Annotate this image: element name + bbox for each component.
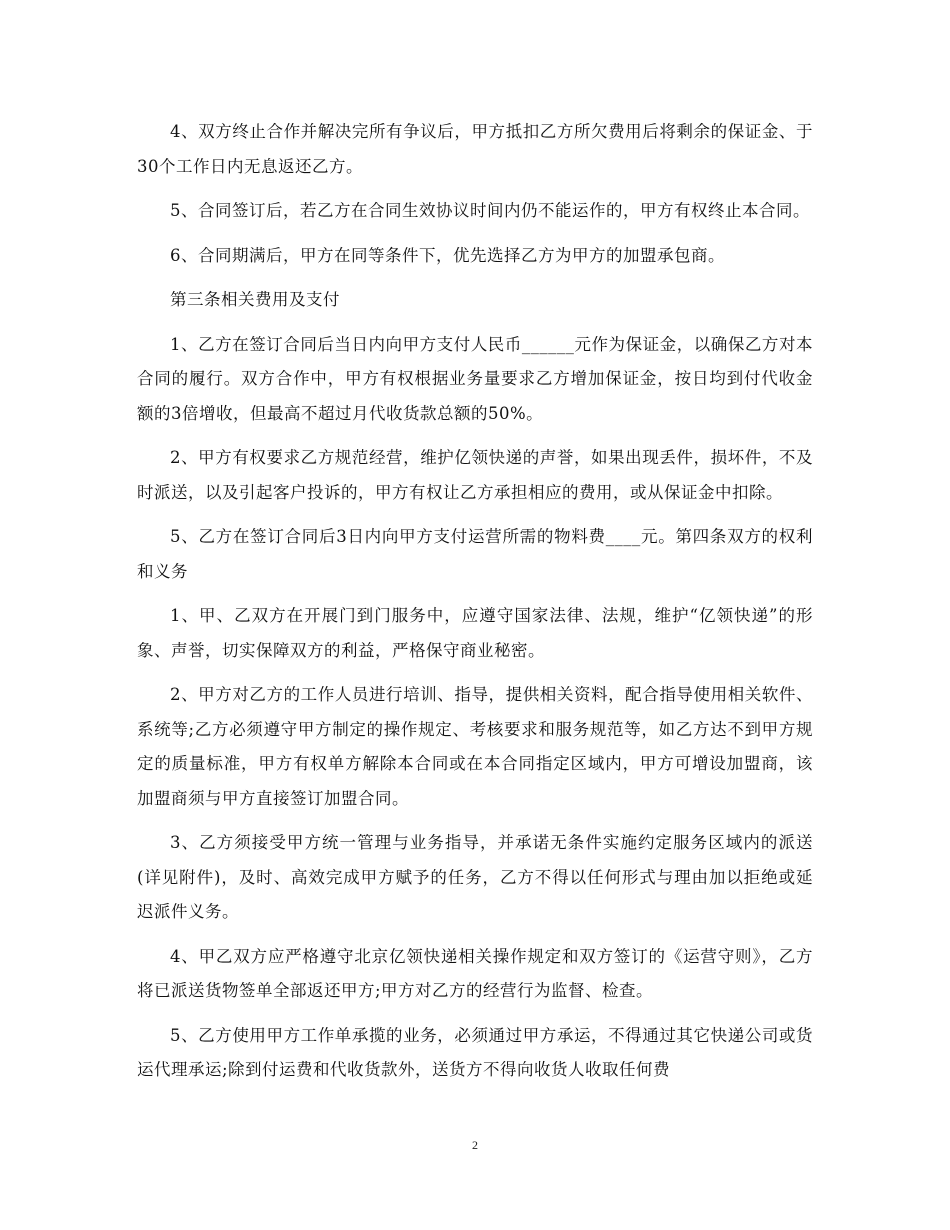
paragraph-fee-1-deposit: 1、乙方在签订合同后当日内向甲方支付人民币______元作为保证金，以确保乙方对本合同的履行。双方合作中，甲方有权根据业务量要求乙方增加保证金，按日均到付代收金额的3倍增收，但最高不超过月代收货款总额的50%。 bbox=[137, 334, 813, 423]
paragraph-rights-2-training: 2、甲方对乙方的工作人员进行培训、指导，提供相关资料，配合指导使用相关软件、系统等;乙方必须遵守甲方制定的操作规定、考核要求和服务规范等，如乙方达不到甲方规定的质量标准，甲方有权单方解除本合同或在本合同指定区域内，甲方可增设加盟商，该加盟商须与甲方直接签订加盟合同。 bbox=[137, 685, 813, 808]
paragraph-rights-1-compliance: 1、甲、乙双方在开展门到门服务中，应遵守国家法律、法规，维护“亿领快递”的形象、声誉，切实保障双方的利益，严格保守商业秘密。 bbox=[137, 606, 813, 660]
section-heading-article-3: 第三条相关费用及支付 bbox=[170, 290, 340, 309]
paragraph-clause-4-termination: 4、双方终止合作并解决完所有争议后，甲方抵扣乙方所欠费用后将剩余的保证金、于30个工作日内无息返还乙方。 bbox=[137, 122, 813, 176]
paragraph-clause-5-contract-signing: 5、合同签订后，若乙方在合同生效协议时间内仍不能运作的，甲方有权终止本合同。 bbox=[170, 201, 810, 220]
paragraph-clause-6-contract-expiry: 6、合同期满后，甲方在同等条件下，优先选择乙方为甲方的加盟承包商。 bbox=[170, 245, 725, 265]
paragraph-fee-2-standard-operation: 2、甲方有权要求乙方规范经营，维护亿领快递的声誉，如果出现丢件，损坏件，不及时派送，以及引起客户投诉的，甲方有权让乙方承担相应的费用，或从保证金中扣除。 bbox=[137, 448, 813, 502]
paragraph-rights-4-operating-rules: 4、甲乙双方应严格遵守北京亿领快递相关操作规定和双方签订的《运营守则》，乙方将已派送货物签单全部返还甲方;甲方对乙方的经营行为监督、检查。 bbox=[137, 946, 813, 1000]
page-number: 2 bbox=[472, 1138, 478, 1152]
paragraph-fee-5-material-fee: 5、乙方在签订合同后3日内向甲方支付运营所需的物料费____元。第四条双方的权利和义务 bbox=[137, 527, 813, 581]
paragraph-rights-5-carriage: 5、乙方使用甲方工作单承揽的业务，必须通过甲方承运，不得通过其它快递公司或货运代理承运;除到付运费和代收货款外，送货方不得向收货人收取任何费 bbox=[137, 1025, 813, 1079]
document-body bbox=[137, 115, 813, 1098]
paragraph-rights-3-management: 3、乙方须接受甲方统一管理与业务指导，并承诺无条件实施约定服务区域内的派送(详见附件)，及时、高效完成甲方赋予的任务，乙方不得以任何形式与理由加以拒绝或延迟派件义务。 bbox=[137, 833, 813, 921]
